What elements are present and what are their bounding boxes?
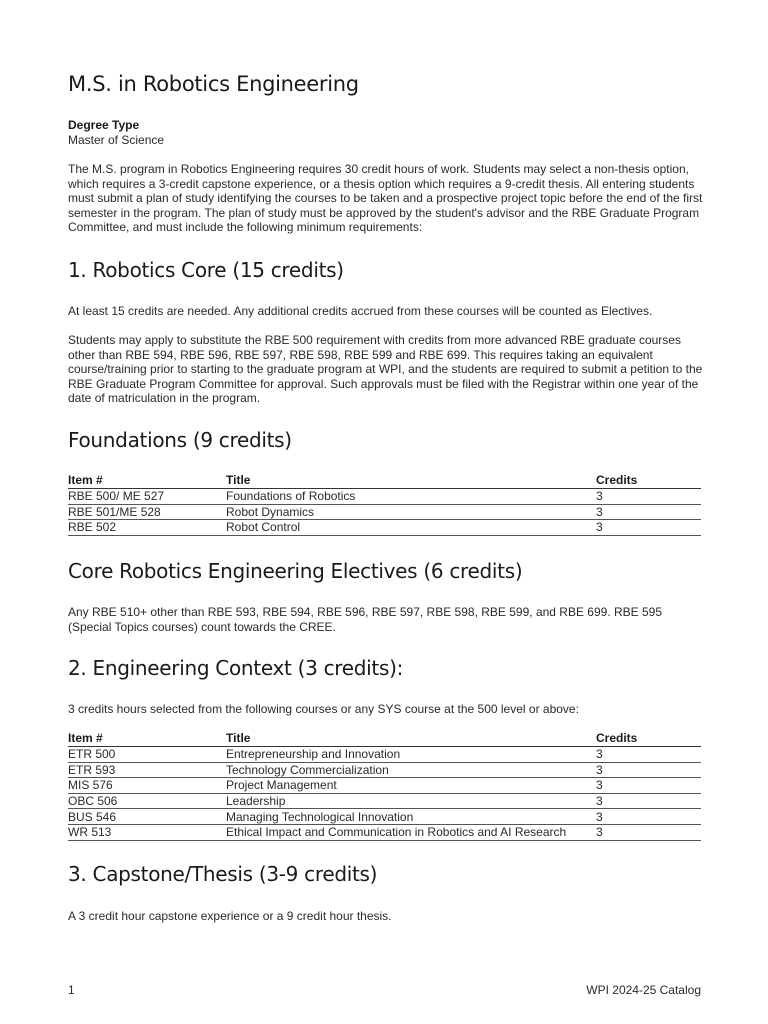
electives-paragraph: Any RBE 510+ other than RBE 593, RBE 594, RBE 596, RBE 597, RBE 598, RBE 599, and RBE 699. RBE 595 (Special Topics courses) count towards the CREE. [68, 605, 663, 634]
course-title: Project Management [226, 778, 596, 794]
table-row [68, 747, 701, 763]
course-credits: 3 [596, 809, 701, 825]
foundations-table [68, 473, 701, 536]
course-number: BUS 546 [68, 809, 226, 825]
table-row [68, 489, 701, 505]
course-credits: 3 [596, 762, 701, 778]
table-row [68, 793, 701, 809]
course-credits: 3 [596, 520, 701, 536]
page-title: M.S. in Robotics Engineering [68, 72, 359, 96]
course-number: RBE 500/ ME 527 [68, 489, 226, 505]
foundations-heading: Foundations (9 credits) [68, 428, 292, 452]
course-number: RBE 502 [68, 520, 226, 536]
course-credits: 3 [596, 504, 701, 520]
course-credits: 3 [596, 824, 701, 840]
course-title: Foundations of Robotics [226, 489, 596, 505]
course-title: Ethical Impact and Communication in Robotics and AI Research [226, 824, 596, 840]
page-number: 1 [68, 983, 75, 997]
capstone-thesis-paragraph: A 3 credit hour capstone experience or a 9 credit hour thesis. [68, 909, 392, 923]
course-title: Robot Control [226, 520, 596, 536]
footer-catalog-label: WPI 2024-25 Catalog [586, 983, 701, 997]
table-row [68, 520, 701, 536]
intro-paragraph: The M.S. program in Robotics Engineering requires 30 credit hours of work. Students may select a non-thesis option, which requires a 3-credit capstone experience, or a thesis option which requires a 9-credit thesis. All entering students must submit a plan of study identifying the courses to be taken and a prospective project topic before the end of the first semester in the program. The plan of study must be approved by the student's advisor and the RBE Graduate Program Committee, and must include the following minimum requirements: [68, 162, 703, 235]
table-header-row [68, 473, 701, 489]
column-header-credits: Credits [596, 731, 701, 747]
degree-type-label: Degree Type [68, 118, 140, 132]
course-title: Managing Technological Innovation [226, 809, 596, 825]
column-header-title: Title [226, 473, 596, 489]
column-header-title: Title [226, 731, 596, 747]
course-number: ETR 500 [68, 747, 226, 763]
table-row [68, 778, 701, 794]
electives-heading: Core Robotics Engineering Electives (6 credits) [68, 559, 523, 583]
table-row [68, 809, 701, 825]
degree-type-value: Master of Science [68, 133, 165, 147]
course-number: ETR 593 [68, 762, 226, 778]
column-header-item: Item # [68, 473, 226, 489]
robotics-core-paragraph-2: Students may apply to substitute the RBE 500 requirement with credits from more advanced RBE graduate courses other than RBE 594, RBE 596, RBE 597, RBE 598, RBE 599 and RBE 699. This requires taking an equivalent course/training prior to starting to the graduate program at WPI, and the students are required to submit a petition to the RBE Graduate Program Committee for approval. Such approvals must be filed with the Registrar within one year of the date of matriculation in the program. [68, 333, 703, 406]
course-number: OBC 506 [68, 793, 226, 809]
table-header-row [68, 731, 701, 747]
course-title: Technology Commercialization [226, 762, 596, 778]
table-row [68, 504, 701, 520]
section-robotics-core-heading: 1. Robotics Core (15 credits) [68, 258, 344, 282]
course-number: MIS 576 [68, 778, 226, 794]
column-header-item: Item # [68, 731, 226, 747]
course-credits: 3 [596, 489, 701, 505]
course-credits: 3 [596, 778, 701, 794]
course-number: WR 513 [68, 824, 226, 840]
engineering-context-heading: 2. Engineering Context (3 credits): [68, 656, 404, 680]
engineering-context-table [68, 731, 701, 841]
course-title: Leadership [226, 793, 596, 809]
course-credits: 3 [596, 793, 701, 809]
table-row [68, 762, 701, 778]
column-header-credits: Credits [596, 473, 701, 489]
engineering-context-paragraph: 3 credits hours selected from the following courses or any SYS course at the 500 level or above: [68, 702, 579, 716]
capstone-thesis-heading: 3. Capstone/Thesis (3-9 credits) [68, 862, 378, 886]
robotics-core-paragraph-1: At least 15 credits are needed. Any additional credits accrued from these courses will be counted as Electives. [68, 304, 653, 318]
course-title: Entrepreneurship and Innovation [226, 747, 596, 763]
course-number: RBE 501/ME 528 [68, 504, 226, 520]
table-row [68, 824, 701, 840]
course-credits: 3 [596, 747, 701, 763]
course-title: Robot Dynamics [226, 504, 596, 520]
